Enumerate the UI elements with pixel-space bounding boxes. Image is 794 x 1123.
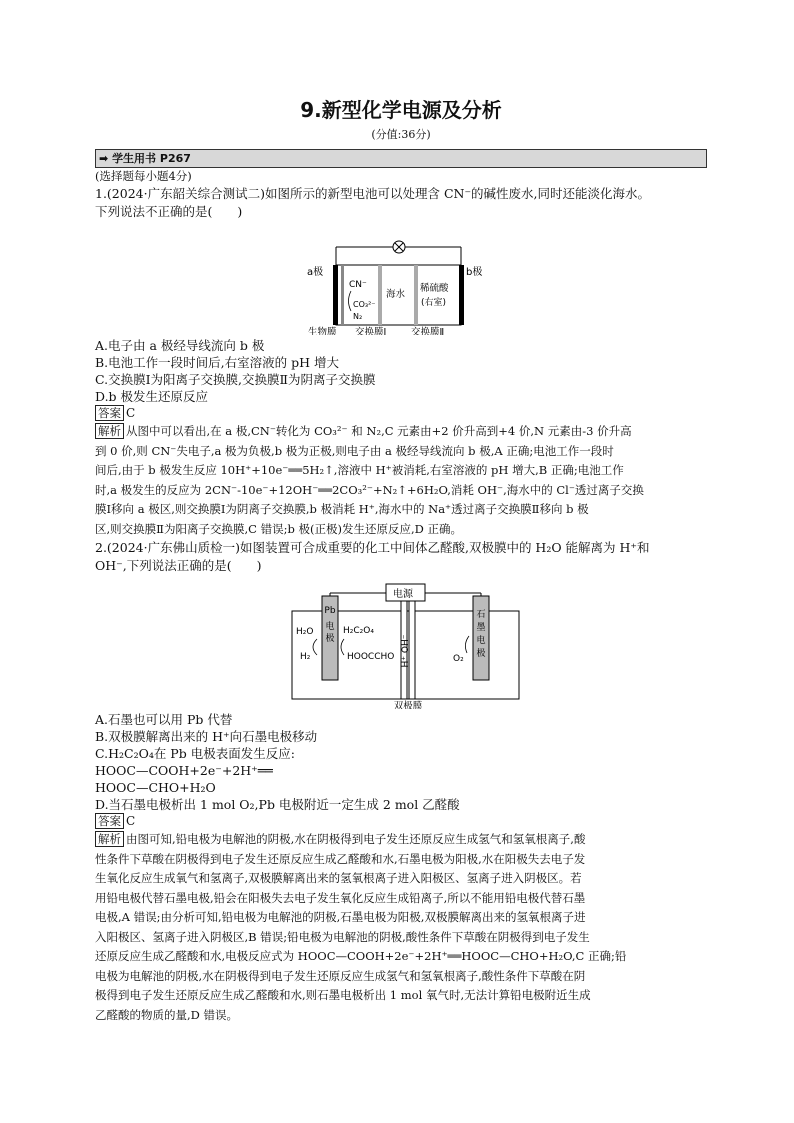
- bio-membrane: [341, 265, 344, 325]
- q1-explanation-line: 区,则交换膜Ⅱ为阳离子交换膜,C 错误;b 极(正极)发生还原反应,D 正确。: [95, 521, 462, 536]
- q2-stem-line2: OH⁻,下列说法正确的是( ): [95, 558, 262, 573]
- arrow-icon: ➡: [99, 152, 109, 165]
- q2-explanation-line: 电极为电解池的阴极,水在阴极得到电子发生还原反应生成氢气和氢氧根离子,酸性条件下草酸在阴: [95, 968, 586, 983]
- h2c2o4-label: H₂C₂O₄: [343, 626, 374, 636]
- acid-label: 稀硫酸: [420, 283, 449, 294]
- q2-explanation-line: 还原反应生成乙醛酸和水,电极反应式为 HOOC—COOH+2e⁻+2H⁺══HOOC—CHO+H₂O,C 正确;铅: [95, 949, 627, 963]
- q2-option-c: C.H₂C₂O₄在 Pb 电极表面发生反应:: [95, 746, 295, 761]
- q2-option-c-eq2: HOOC—CHO+H₂O: [95, 780, 216, 795]
- q1-battery-diagram: [95, 227, 707, 335]
- svg-text:石: 石: [476, 610, 486, 620]
- q1-explanation-line: 从图中可以看出,在 a 极,CN⁻转化为 CO₃²⁻ 和 N₂,C 元素由+2 价升高到+4 价,N 元素由-3 价升高: [126, 424, 632, 438]
- exchange-membrane-1: [378, 265, 382, 325]
- svg-text:极: 极: [476, 649, 486, 659]
- q2-stem-line1: 2.(2024·广东佛山质检一)如图装置可合成重要的化工中间体乙醛酸,双极膜中的 H₂O 能解离为 H⁺和: [95, 540, 650, 555]
- answer-label: 答案: [95, 813, 124, 829]
- svg-text:Pb: Pb: [324, 606, 336, 616]
- explain-label: 解析: [95, 423, 124, 439]
- q2-explanation-line: 电极,A 错误;由分析可知,铅电极为电解池的阴极,石墨电极为阳极,双极膜解离出来的氢氧根离子进: [95, 910, 586, 924]
- q1-answer: C: [126, 406, 136, 420]
- b-pole-label: b极: [466, 267, 483, 278]
- q1-explanation: [95, 422, 707, 539]
- q2-figure: [95, 581, 707, 709]
- svg-text:墨: 墨: [476, 623, 486, 633]
- svg-text:电: 电: [325, 622, 335, 632]
- q1-option-a: A.电子由 a 极经导线流向 b 极: [95, 338, 265, 353]
- section-note: (选择题每小题4分): [95, 169, 192, 183]
- q2-option-d: D.当石墨电极析出 1 mol O₂,Pb 电极附近一定生成 2 mol 乙醛酸: [95, 797, 460, 812]
- b-electrode: [459, 265, 464, 325]
- bipolar-label: 双极膜: [393, 701, 423, 709]
- answer-label: 答案: [95, 405, 124, 421]
- svg-text:极: 极: [325, 634, 335, 644]
- ions-label: H⁺ OH⁻: [401, 634, 411, 668]
- svg-text:电: 电: [476, 636, 486, 646]
- exchange2-label: 交换膜Ⅱ: [411, 327, 445, 335]
- explain-label: 解析: [95, 831, 124, 847]
- q2-explanation-line: 由图可知,铅电极为电解池的阴极,水在阴极得到电子发生还原反应生成氢气和氢氧根离子,酸: [126, 832, 586, 846]
- a-pole-label: a极: [307, 267, 324, 278]
- q2-option-c-eq1: HOOC—COOH+2e⁻+2H⁺══: [95, 763, 273, 778]
- h2o-label: H₂O: [296, 627, 314, 637]
- n2-label: N₂: [353, 312, 363, 321]
- q1-explanation-line: 到 0 价,则 CN⁻失电子,a 极为负极,b 极为正极,则电子由 a 极经导线流向 b 极,A 正确;电池工作一段时: [95, 443, 614, 458]
- q2-explanation-line: 极得到电子发生还原反应生成乙醛酸和水,则石墨电极析出 1 mol 氧气时,无法计算铅电极附近生成: [95, 988, 591, 1002]
- q2-option-a: A.石墨也可以用 Pb 代替: [95, 712, 233, 727]
- book-reference-bar: [95, 149, 707, 168]
- q1-explanation-line: 间后,由于 b 极发生反应 10H⁺+10e⁻══5H₂↑,溶液中 H⁺被消耗,右室溶液的 pH 增大,B 正确;电池工作: [95, 463, 624, 477]
- q2-explanation-line: 性条件下草酸在阴极得到电子发生还原反应生成乙醛酸和水,石墨电极为阳极,水在阳极失去电子发: [95, 851, 586, 866]
- exchange1-label: 交换膜Ⅰ: [355, 327, 387, 335]
- seawater-label: 海水: [386, 289, 406, 300]
- q1-figure: [95, 227, 707, 335]
- page: [95, 95, 707, 1025]
- power-label: 电源: [393, 589, 413, 600]
- q2-explanation-line: 生氧化反应生成氧气和氢离子,双极膜解离出来的氢氧根离子进入阳极区、氢离子进入阴极区。若: [95, 871, 582, 885]
- right-room-label: (右室): [421, 298, 447, 308]
- a-electrode: [333, 265, 338, 325]
- bio-membrane-label: 生物膜: [308, 327, 337, 335]
- q2-option-b: B.双极膜解离出来的 H⁺向石墨电极移动: [95, 729, 318, 744]
- q1-stem-line1: 1.(2024·广东韶关综合测试二)如图所示的新型电池可以处理含 CN⁻的碱性废水,同时还能淡化海水。: [95, 186, 651, 201]
- q2-answer: C: [126, 814, 136, 828]
- page-title: 9.新型化学电源及分析: [300, 98, 502, 122]
- q2-explanation: [95, 830, 707, 1025]
- q2-explanation-line: 乙醛酸的物质的量,D 错误。: [95, 1007, 239, 1022]
- cn-label: CN⁻: [349, 280, 367, 290]
- o2-label: O₂: [453, 654, 464, 664]
- q1-option-b: B.电池工作一段时间后,右室溶液的 pH 增大: [95, 355, 339, 370]
- q1-option-d: D.b 极发生还原反应: [95, 389, 209, 404]
- q1-option-c: C.交换膜Ⅰ为阳离子交换膜,交换膜Ⅱ为阴离子交换膜: [95, 372, 376, 387]
- q1-stem-line2: 下列说法不正确的是( ): [95, 204, 243, 219]
- q2-electrolysis-diagram: [95, 581, 707, 709]
- q1-answer-row: [95, 405, 707, 422]
- glyoxylic-label: HOOCCHO: [347, 652, 395, 662]
- exchange-membrane-2: [414, 265, 418, 325]
- score-note: (分值:36分): [371, 128, 431, 141]
- q2-explanation-line: 入阳极区、氢离子进入阴极区,B 错误;铅电极为电解池的阴极,酸性条件下草酸在阴极得到电子发生: [95, 929, 590, 944]
- q1-explanation-line: 时,a 极发生的反应为 2CN⁻-10e⁻+12OH⁻══2CO₃²⁻+N₂↑+6H₂O,消耗 OH⁻,海水中的 Cl⁻透过离子交换: [95, 482, 644, 497]
- co3-label: CO₃²⁻: [353, 300, 376, 309]
- q1-explanation-line: 膜Ⅰ移向 a 极区,则交换膜Ⅰ为阴离子交换膜,b 极消耗 H⁺,海水中的 Na⁺透过离子交换膜Ⅱ移向 b 极: [95, 502, 589, 516]
- h2-label: H₂: [300, 652, 311, 662]
- q2-answer-row: [95, 813, 707, 830]
- q2-explanation-line: 用铅电极代替石墨电极,铅会在阳极失去电子发生氧化反应生成铅离子,所以不能用铅电极代替石墨: [95, 890, 586, 905]
- book-reference: 学生用书 P267: [112, 152, 191, 165]
